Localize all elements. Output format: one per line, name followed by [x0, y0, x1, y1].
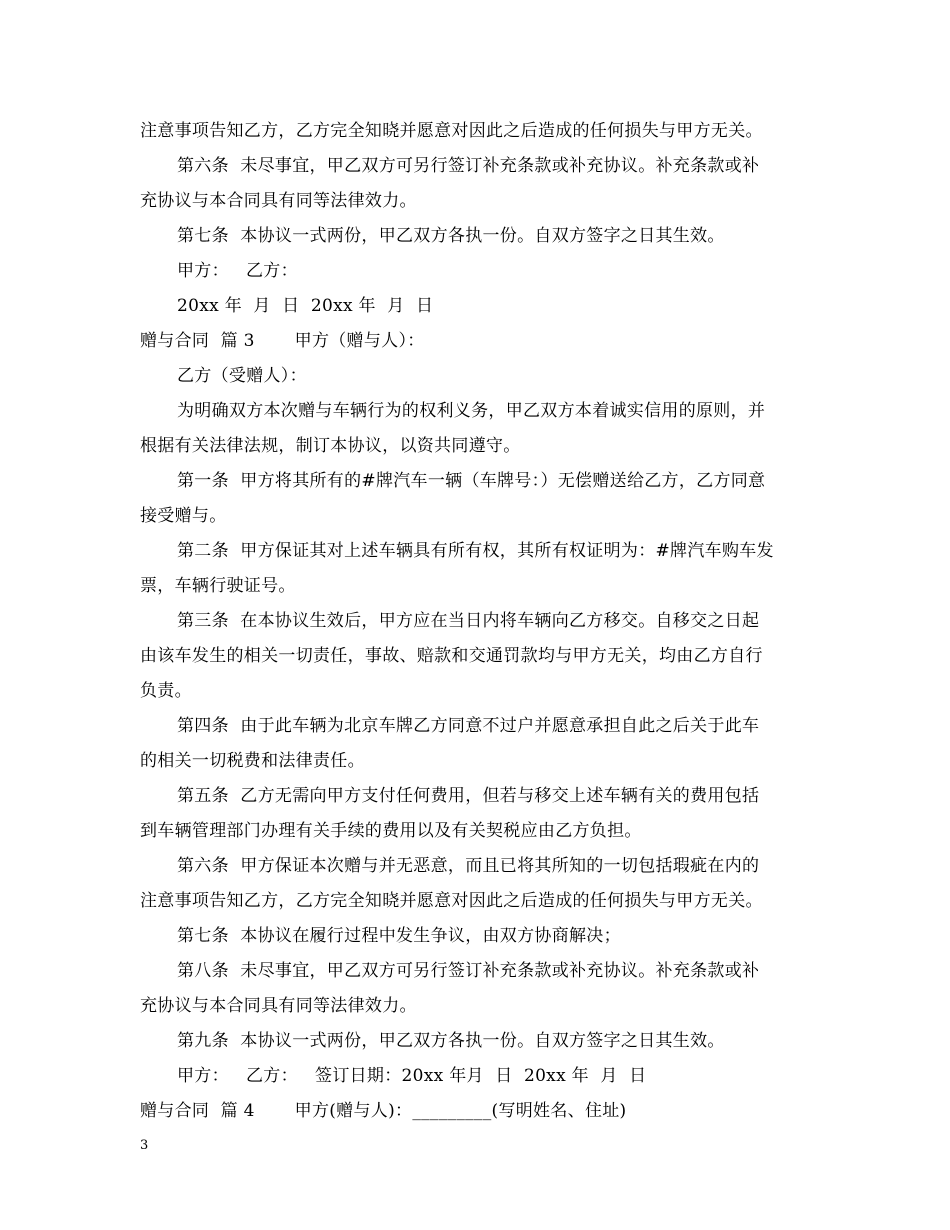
text-line: 赠与合同 篇 3 甲方（赠与人）：: [140, 331, 425, 351]
page-number: 3: [140, 1138, 149, 1153]
text-line: 由该车发生的相关一切责任，事故、赔款和交通罚款均与甲方无关，均由乙方自行: [140, 646, 763, 666]
text-line: 第四条 由于此车辆为北京车牌乙方同意不过户并愿意承担自此之后关于此车: [177, 716, 760, 736]
text-line: 乙方（受赠人）：: [177, 366, 307, 386]
text-line: 第二条 甲方保证其对上述车辆具有所有权，其所有权证明为：#牌汽车购车发: [177, 541, 774, 561]
text-line: 到车辆管理部门办理有关手续的费用以及有关契税应由乙方负担。: [140, 821, 642, 841]
document-body: [140, 114, 812, 1129]
text-line: 第五条 乙方无需向甲方支付任何费用，但若与移交上述车辆有关的费用包括: [177, 786, 760, 806]
text-line: 注意事项告知乙方，乙方完全知晓并愿意对因此之后造成的任何损失与甲方无关。: [140, 891, 763, 911]
text-line: 第六条 未尽事宜，甲乙双方可另行签订补充条款或补充协议。补充条款或补: [177, 156, 760, 176]
text-line: 接受赠与。: [140, 506, 227, 526]
text-line: 的相关一切税费和法律责任。: [140, 751, 365, 771]
text-line: 第七条 本协议在履行过程中发生争议，由双方协商解决；: [177, 926, 621, 946]
text-line: 第六条 甲方保证本次赠与并无恶意，而且已将其所知的一切包括瑕疵在内的: [177, 856, 760, 876]
text-line: 根据有关法律法规，制订本协议，以资共同遵守。: [140, 436, 521, 456]
text-line: 第八条 未尽事宜，甲乙双方可另行签订补充条款或补充协议。补充条款或补: [177, 961, 760, 981]
text-line: 第七条 本协议一式两份，甲乙双方各执一份。自双方签字之日其生效。: [177, 226, 725, 246]
text-line: 为明确双方本次赠与车辆行为的权利义务，甲乙双方本着诚实信用的原则，并: [177, 401, 766, 421]
text-line: 甲方： 乙方：: [177, 261, 298, 281]
text-line: 赠与合同 篇 4 甲方(赠与人)：_________(写明姓名、住址): [140, 1101, 627, 1121]
text-line: 第九条 本协议一式两份，甲乙双方各执一份。自双方签字之日其生效。: [177, 1031, 725, 1051]
text-line: 负责。: [140, 681, 192, 701]
text-line: 票，车辆行驶证号。: [140, 576, 296, 596]
text-line: 20xx 年 月 日 20xx 年 月 日: [177, 296, 434, 316]
text-line: 第一条 甲方将其所有的#牌汽车一辆（车牌号：）无偿赠送给乙方，乙方同意: [177, 471, 766, 491]
text-line: 甲方： 乙方： 签订日期：20xx 年月 日 20xx 年 月 日: [177, 1066, 647, 1086]
text-line: 注意事项告知乙方，乙方完全知晓并愿意对因此之后造成的任何损失与甲方无关。: [140, 121, 763, 141]
text-line: 第三条 在本协议生效后，甲方应在当日内将车辆向乙方移交。自移交之日起: [177, 611, 760, 631]
text-line: 充协议与本合同具有同等法律效力。: [140, 191, 417, 211]
text-line: 充协议与本合同具有同等法律效力。: [140, 996, 417, 1016]
